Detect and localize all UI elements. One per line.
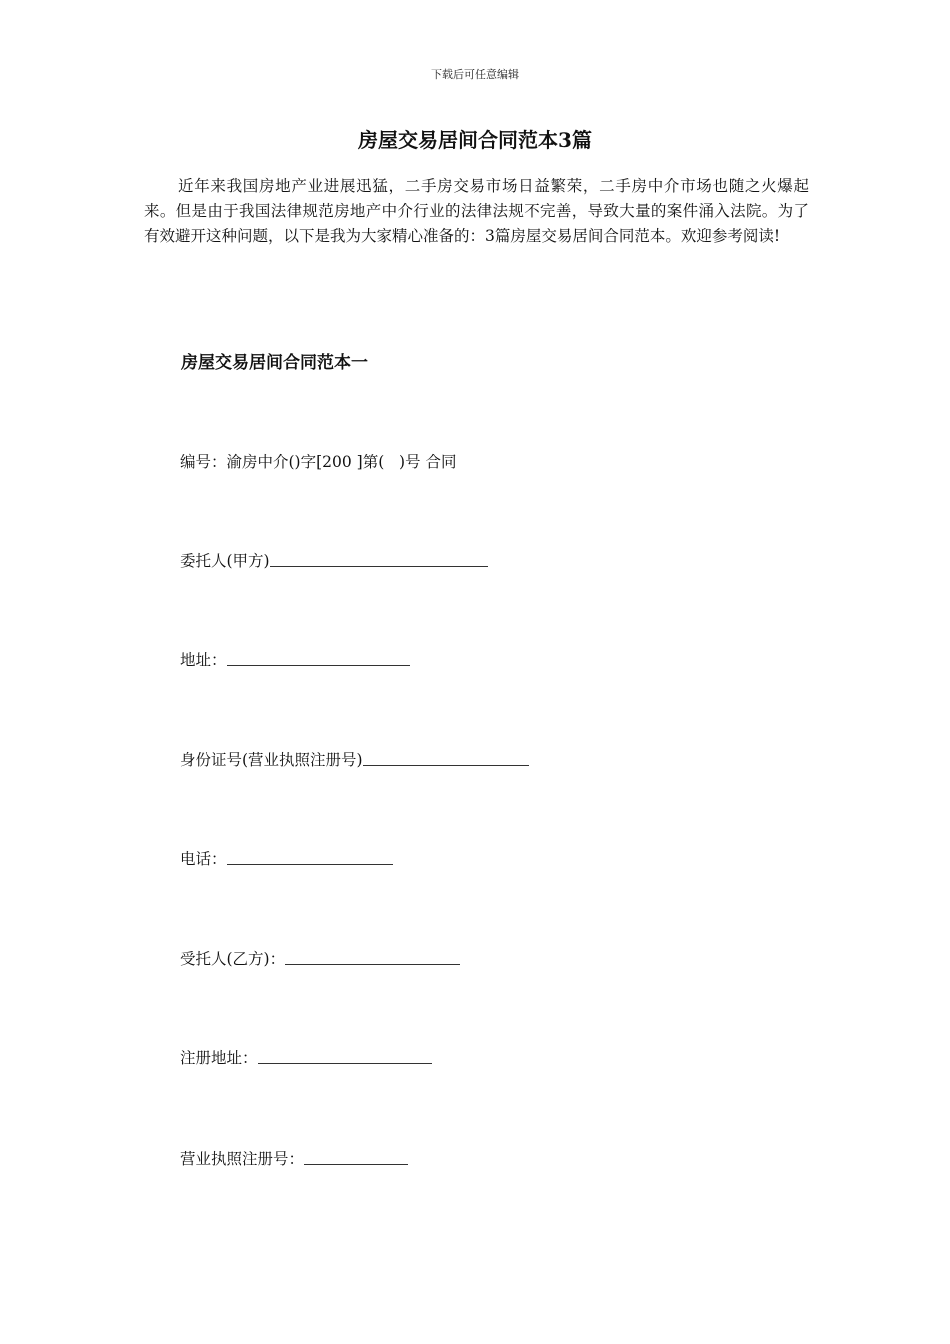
license-number-blank bbox=[304, 1163, 408, 1165]
document-title: 房屋交易居间合同范本3篇 bbox=[358, 128, 592, 152]
client-label: 委托人(甲方) bbox=[180, 552, 270, 570]
phone-line bbox=[180, 847, 393, 869]
header-note: 下载后可任意编辑 bbox=[431, 68, 519, 81]
id-number-line bbox=[180, 748, 529, 770]
id-number-blank bbox=[363, 764, 529, 766]
id-number-label: 身份证号(营业执照注册号) bbox=[180, 751, 363, 769]
section-heading: 房屋交易居间合同范本一 bbox=[181, 353, 368, 373]
intro-paragraph: 近年来我国房地产业进展迅猛，二手房交易市场日益繁荣，二手房中介市场也随之火爆起来。但是由于我国法律规范房地产中介行业的法律法规不完善，导致大量的案件涌入法院。为了有效避开这种问题，以下是我为大家精心准备的：3篇房屋交易居间合同范本。欢迎参考阅读! bbox=[144, 177, 809, 245]
client-blank bbox=[270, 565, 488, 567]
agent-blank bbox=[285, 963, 460, 965]
address-line bbox=[180, 648, 410, 670]
reg-address-blank bbox=[258, 1062, 432, 1064]
phone-label: 电话： bbox=[180, 850, 227, 868]
reg-address-line bbox=[180, 1046, 432, 1068]
phone-blank bbox=[227, 863, 393, 865]
contract-number-text: 编号：渝房中介()字[200 ]第( )号 合同 bbox=[180, 453, 457, 471]
license-number-label: 营业执照注册号： bbox=[180, 1150, 305, 1168]
reg-address-label: 注册地址： bbox=[180, 1049, 258, 1067]
address-blank bbox=[227, 664, 410, 666]
address-label: 地址： bbox=[180, 651, 227, 669]
contract-number-line bbox=[180, 450, 457, 472]
agent-label: 受托人(乙方)： bbox=[180, 950, 286, 968]
agent-line bbox=[180, 947, 460, 969]
client-line bbox=[180, 549, 488, 571]
license-number-line bbox=[180, 1147, 408, 1169]
